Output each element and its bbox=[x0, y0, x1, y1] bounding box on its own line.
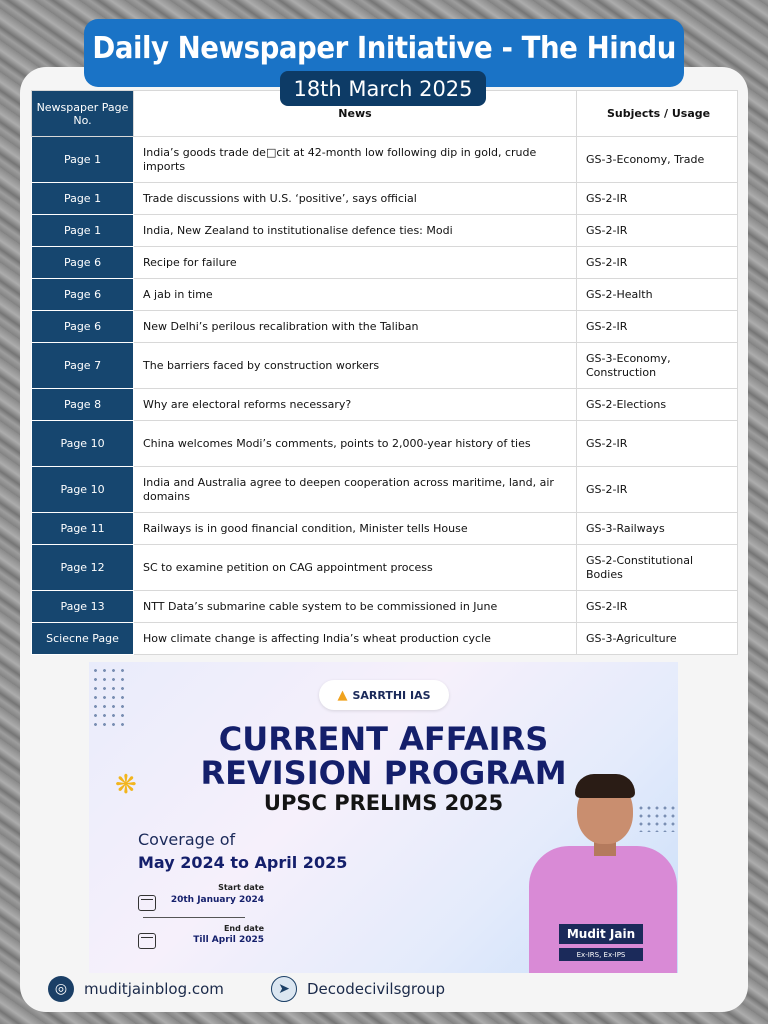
page-number-cell: Page 10 bbox=[32, 421, 134, 467]
page-number-cell: Page 13 bbox=[32, 591, 134, 623]
calendar-icon bbox=[138, 933, 156, 949]
brand-logo bbox=[319, 680, 449, 710]
subject-cell: GS-2-IR bbox=[577, 421, 738, 467]
page-number-cell: Page 6 bbox=[32, 247, 134, 279]
table-row bbox=[32, 389, 738, 421]
table-row bbox=[32, 591, 738, 623]
column-header-news: News bbox=[134, 91, 577, 137]
end-date-label: End date bbox=[223, 924, 264, 933]
end-date-value: Till April 2025 bbox=[193, 935, 264, 945]
news-headline-cell: NTT Data’s submarine cable system to be commissioned in June bbox=[134, 591, 577, 623]
news-headline-cell: Why are electoral reforms necessary? bbox=[134, 389, 577, 421]
dot-pattern bbox=[91, 666, 127, 726]
calendar-icon bbox=[138, 895, 156, 911]
presenter-name: Mudit Jain bbox=[559, 924, 643, 944]
start-date-label: Start date bbox=[218, 883, 264, 892]
subject-cell: GS-2-IR bbox=[577, 183, 738, 215]
telegram-icon: ➤ bbox=[271, 976, 297, 1002]
news-headline-cell: SC to examine petition on CAG appointment process bbox=[134, 545, 577, 591]
column-header-page: Newspaper Page No. bbox=[32, 91, 134, 137]
column-header-subject: Subjects / Usage bbox=[577, 91, 738, 137]
table-row bbox=[32, 343, 738, 389]
news-headline-cell: A jab in time bbox=[134, 279, 577, 311]
table-row bbox=[32, 247, 738, 279]
news-headline-cell: India’s goods trade de□cit at 42-month low following dip in gold, crude imports bbox=[134, 137, 577, 183]
subject-cell: GS-3-Economy, Construction bbox=[577, 343, 738, 389]
promo-banner[interactable] bbox=[89, 662, 678, 973]
subject-cell: GS-2-IR bbox=[577, 247, 738, 279]
news-headline-cell: Recipe for failure bbox=[134, 247, 577, 279]
page-number-cell: Page 10 bbox=[32, 467, 134, 513]
date-badge bbox=[280, 71, 486, 106]
news-headline-cell: India, New Zealand to institutionalise defence ties: Modi bbox=[134, 215, 577, 247]
website-link[interactable] bbox=[48, 976, 224, 1002]
subject-cell: GS-2-IR bbox=[577, 591, 738, 623]
promo-subheadline: UPSC PRELIMS 2025 bbox=[263, 791, 504, 815]
page-number-cell: Page 6 bbox=[32, 279, 134, 311]
news-headline-cell: New Delhi’s perilous recalibration with the Taliban bbox=[134, 311, 577, 343]
page-title: Daily Newspaper Initiative - The Hindu bbox=[92, 31, 676, 66]
presenter-photo bbox=[575, 774, 635, 798]
subject-cell: GS-2-IR bbox=[577, 467, 738, 513]
news-headline-cell: China welcomes Modi’s comments, points to 2,000-year history of ties bbox=[134, 421, 577, 467]
table-row bbox=[32, 311, 738, 343]
telegram-text: Decodecivilsgroup bbox=[307, 980, 445, 998]
page-number-cell: Page 12 bbox=[32, 545, 134, 591]
coverage-value: May 2024 to April 2025 bbox=[138, 853, 348, 872]
date-text: 18th March 2025 bbox=[293, 76, 473, 101]
brand-name: SARRTHI IAS bbox=[352, 688, 431, 702]
subject-cell: GS-2-IR bbox=[577, 311, 738, 343]
website-text: muditjainblog.com bbox=[84, 980, 224, 998]
page-number-cell: Page 7 bbox=[32, 343, 134, 389]
news-headline-cell: Trade discussions with U.S. ‘positive’, says official bbox=[134, 183, 577, 215]
news-headline-cell: How climate change is affecting India’s wheat production cycle bbox=[134, 623, 577, 655]
news-headline-cell: The barriers faced by construction workers bbox=[134, 343, 577, 389]
news-headline-cell: Railways is in good financial condition, Minister tells House bbox=[134, 513, 577, 545]
page-number-cell: Page 1 bbox=[32, 215, 134, 247]
table-row bbox=[32, 513, 738, 545]
page-number-cell: Sciecne Page bbox=[32, 623, 134, 655]
globe-icon: ◎ bbox=[48, 976, 74, 1002]
subject-cell: GS-3-Railways bbox=[577, 513, 738, 545]
page-number-cell: Page 11 bbox=[32, 513, 134, 545]
coverage-label: Coverage of bbox=[138, 830, 236, 849]
table-row bbox=[32, 215, 738, 247]
start-date-value: 20th January 2024 bbox=[170, 895, 264, 905]
promo-headline-1: CURRENT AFFAIRS bbox=[218, 720, 549, 758]
page-number-cell: Page 1 bbox=[32, 183, 134, 215]
page-number-cell: Page 1 bbox=[32, 137, 134, 183]
table-row bbox=[32, 421, 738, 467]
brand-mark-icon: ▲ bbox=[337, 687, 348, 703]
subject-cell: GS-2-IR bbox=[577, 215, 738, 247]
page-number-cell: Page 8 bbox=[32, 389, 134, 421]
news-table bbox=[31, 90, 738, 655]
table-row bbox=[32, 623, 738, 655]
subject-cell: GS-2-Constitutional Bodies bbox=[577, 545, 738, 591]
page-number-cell: Page 6 bbox=[32, 311, 134, 343]
table-row bbox=[32, 137, 738, 183]
subject-cell: GS-3-Economy, Trade bbox=[577, 137, 738, 183]
subject-cell: GS-2-Health bbox=[577, 279, 738, 311]
subject-cell: GS-2-Elections bbox=[577, 389, 738, 421]
table-row bbox=[32, 545, 738, 591]
table-row bbox=[32, 467, 738, 513]
table-row bbox=[32, 183, 738, 215]
telegram-link[interactable] bbox=[271, 976, 445, 1002]
subject-cell: GS-3-Agriculture bbox=[577, 623, 738, 655]
divider bbox=[143, 917, 245, 918]
lightbulb-icon: ❋ bbox=[115, 770, 137, 800]
news-headline-cell: India and Australia agree to deepen cooperation across maritime, land, air domains bbox=[134, 467, 577, 513]
promo-headline-2: REVISION PROGRAM bbox=[200, 754, 567, 792]
table-row bbox=[32, 279, 738, 311]
presenter-title: Ex-IRS, Ex-IPS bbox=[559, 948, 643, 961]
